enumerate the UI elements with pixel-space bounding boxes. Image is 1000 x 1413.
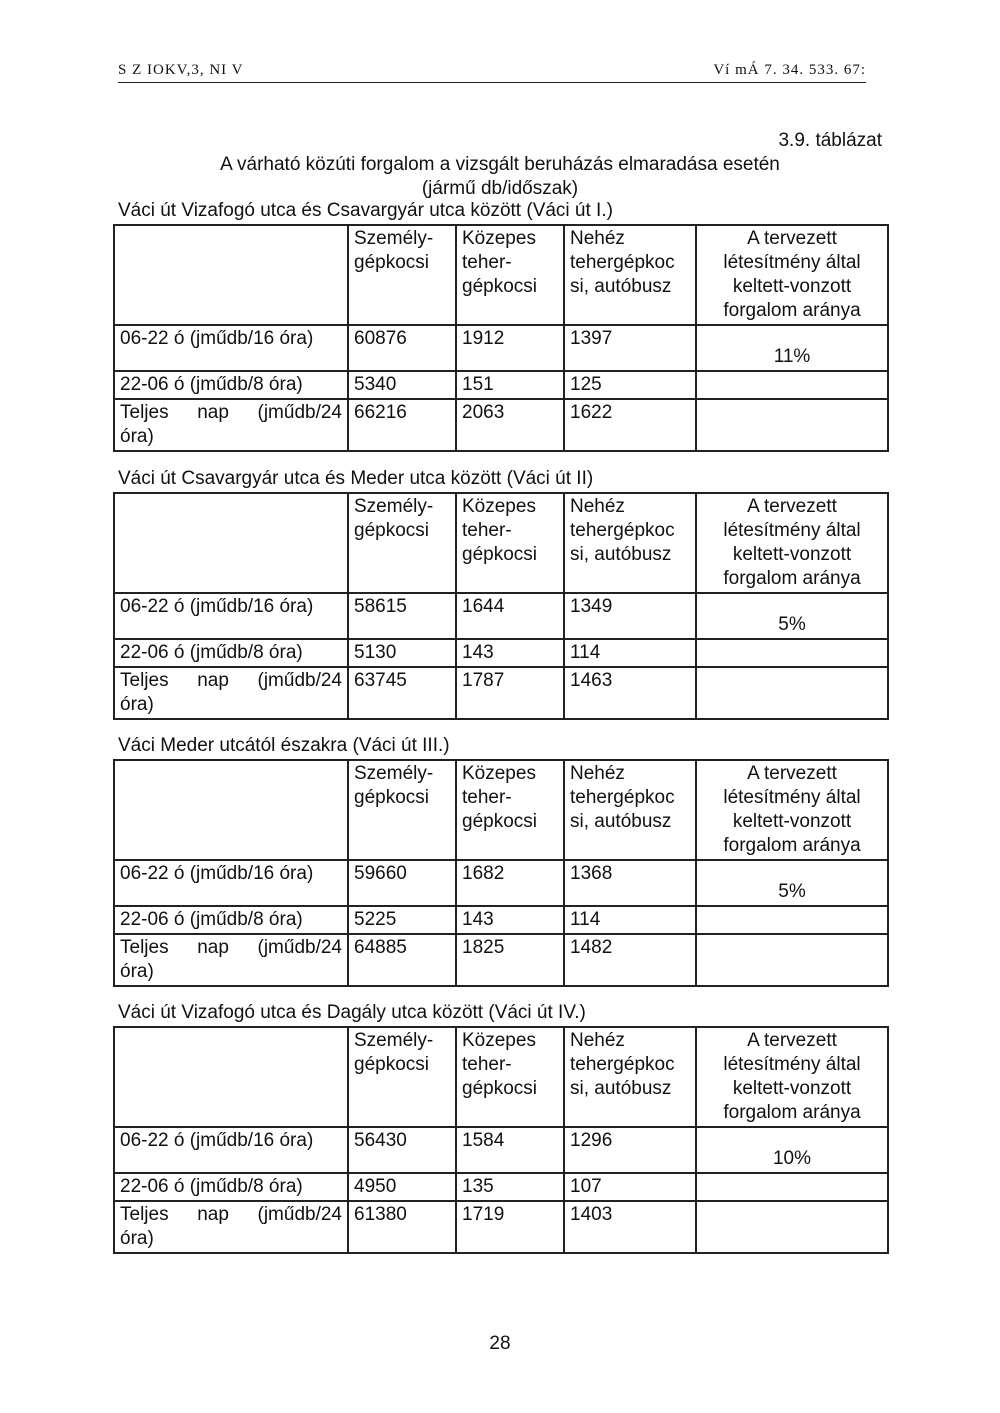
table-number: 3.9. táblázat (778, 130, 882, 151)
row-label-night: 22-06 ó (jműdb/8 óra) (114, 1173, 348, 1201)
traffic-table (113, 759, 889, 987)
column-header-line: tehergépkoc (570, 787, 675, 808)
column-header-line: teher- (462, 1054, 512, 1075)
table-header-row (114, 225, 888, 325)
column-header-line: Közepes (462, 228, 536, 249)
row-label-full-line1 (120, 669, 342, 693)
row-label-word: nap (197, 937, 229, 958)
column-header-line: teher- (462, 520, 512, 541)
table-row (114, 639, 888, 667)
column-header-line: Nehéz (570, 496, 625, 517)
row-label-full-line2: óra) (120, 426, 154, 447)
column-header-line: Közepes (462, 1030, 536, 1051)
value-cell: 1368 (564, 860, 696, 906)
table-row (114, 1127, 888, 1173)
header-left-text: S Z IOKV,3, NI V (118, 62, 244, 78)
column-header-line: gépkocsi (354, 787, 429, 808)
value-cell: 1622 (564, 399, 696, 451)
column-header-c3 (564, 493, 696, 593)
table-row (114, 1173, 888, 1201)
ratio-cell: 5% (696, 860, 888, 906)
row-label-night: 22-06 ó (jműdb/8 óra) (114, 639, 348, 667)
empty-cell (696, 371, 888, 399)
column-header-line: keltett-vonzott (732, 811, 852, 832)
row-label-word: nap (197, 402, 229, 423)
value-cell: 1825 (456, 934, 564, 986)
row-label-word: nap (197, 1204, 229, 1225)
column-header-line: Személy- (354, 496, 434, 517)
empty-cell (696, 667, 888, 719)
empty-cell (696, 1173, 888, 1201)
value-cell: 107 (564, 1173, 696, 1201)
column-header-line: gépkocsi (354, 520, 429, 541)
column-header-line: si, autóbusz (570, 544, 672, 565)
column-header-c3 (564, 225, 696, 325)
section-title: Váci út Vizafogó utca és Dagály utca között (Váci út IV.) (118, 1002, 586, 1023)
header-empty-cell (114, 1027, 348, 1127)
table-header-row (114, 760, 888, 860)
value-cell: 1482 (564, 934, 696, 986)
ratio-cell: 5% (696, 593, 888, 639)
header-empty-cell (114, 225, 348, 325)
table-row (114, 325, 888, 371)
column-header-line: A tervezett (747, 228, 837, 249)
column-header-line: gépkocsi (462, 1078, 537, 1099)
column-header-line: létesítmény által (723, 1054, 861, 1075)
row-label-word: (jműdb/24 (257, 1204, 342, 1225)
column-header-c2 (456, 493, 564, 593)
column-header-line: Személy- (354, 763, 434, 784)
row-label-word: (jműdb/24 (257, 402, 342, 423)
empty-cell (696, 399, 888, 451)
row-label-day: 06-22 ó (jműdb/16 óra) (114, 1127, 348, 1173)
title-line-2: (jármű db/időszak) (421, 178, 579, 199)
table-row (114, 934, 888, 986)
row-label-full (114, 1201, 348, 1253)
column-header-c2 (456, 225, 564, 325)
column-header-line: keltett-vonzott (732, 276, 852, 297)
column-header-line: Nehéz (570, 1030, 625, 1051)
column-header-c1 (348, 493, 456, 593)
column-header-line: tehergépkoc (570, 520, 675, 541)
row-label-word: Teljes (120, 670, 169, 691)
column-header-c3 (564, 1027, 696, 1127)
column-header-line: teher- (462, 787, 512, 808)
empty-cell (696, 1201, 888, 1253)
table-header-row (114, 1027, 888, 1127)
column-header-line: Közepes (462, 496, 536, 517)
value-cell: 5225 (348, 906, 456, 934)
value-cell: 143 (456, 639, 564, 667)
value-cell: 1912 (456, 325, 564, 371)
value-cell: 1463 (564, 667, 696, 719)
row-label-word: Teljes (120, 1204, 169, 1225)
row-label-word: (jműdb/24 (257, 937, 342, 958)
value-cell: 60876 (348, 325, 456, 371)
value-cell: 66216 (348, 399, 456, 451)
column-header-line: teher- (462, 252, 512, 273)
table-row (114, 371, 888, 399)
column-header-line: si, autóbusz (570, 276, 672, 297)
value-cell: 125 (564, 371, 696, 399)
table-row (114, 399, 888, 451)
title-line-1: A várható közúti forgalom a vizsgált beruházás elmaradása esetén (220, 154, 780, 175)
column-header-line: létesítmény által (723, 787, 861, 808)
column-header-line: forgalom aránya (723, 1102, 861, 1123)
column-header-line: gépkocsi (462, 811, 537, 832)
value-cell: 63745 (348, 667, 456, 719)
value-cell: 1644 (456, 593, 564, 639)
section-title: Váci Meder utcától északra (Váci út III.) (118, 735, 450, 756)
column-header-line: Személy- (354, 1030, 434, 1051)
row-label-full (114, 399, 348, 451)
column-header-c4 (696, 493, 888, 593)
table-header-row (114, 493, 888, 593)
table-row (114, 1201, 888, 1253)
row-label-full (114, 667, 348, 719)
value-cell: 1719 (456, 1201, 564, 1253)
value-cell: 1397 (564, 325, 696, 371)
empty-cell (696, 906, 888, 934)
empty-cell (696, 934, 888, 986)
column-header-line: forgalom aránya (723, 300, 861, 321)
row-label-word: (jműdb/24 (257, 670, 342, 691)
table-row (114, 667, 888, 719)
column-header-line: Nehéz (570, 228, 625, 249)
value-cell: 1584 (456, 1127, 564, 1173)
value-cell: 58615 (348, 593, 456, 639)
row-label-full-line2: óra) (120, 1228, 154, 1249)
page-number: 28 (489, 1333, 511, 1354)
table-row (114, 593, 888, 639)
section-title: Váci út Csavargyár utca és Meder utca között (Váci út II) (118, 468, 594, 489)
column-header-line: A tervezett (747, 496, 837, 517)
column-header-line: forgalom aránya (723, 568, 861, 589)
document-title (0, 153, 1000, 201)
row-label-word: Teljes (120, 937, 169, 958)
column-header-line: gépkocsi (354, 1054, 429, 1075)
column-header-line: keltett-vonzott (732, 1078, 852, 1099)
column-header-line: si, autóbusz (570, 811, 672, 832)
column-header-line: si, autóbusz (570, 1078, 672, 1099)
column-header-line: A tervezett (747, 763, 837, 784)
value-cell: 114 (564, 906, 696, 934)
value-cell: 135 (456, 1173, 564, 1201)
traffic-table (113, 492, 889, 720)
column-header-c3 (564, 760, 696, 860)
column-header-line: létesítmény által (723, 520, 861, 541)
value-cell: 1682 (456, 860, 564, 906)
column-header-line: Nehéz (570, 763, 625, 784)
column-header-c4 (696, 1027, 888, 1127)
value-cell: 4950 (348, 1173, 456, 1201)
table-row (114, 906, 888, 934)
row-label-full-line1 (120, 401, 342, 425)
row-label-day: 06-22 ó (jműdb/16 óra) (114, 860, 348, 906)
column-header-line: gépkocsi (462, 544, 537, 565)
value-cell: 59660 (348, 860, 456, 906)
row-label-word: nap (197, 670, 229, 691)
value-cell: 5340 (348, 371, 456, 399)
value-cell: 151 (456, 371, 564, 399)
column-header-line: gépkocsi (354, 252, 429, 273)
section-title: Váci út Vizafogó utca és Csavargyár utca között (Váci út I.) (118, 200, 613, 221)
ratio-cell: 11% (696, 325, 888, 371)
row-label-word: Teljes (120, 402, 169, 423)
column-header-c4 (696, 225, 888, 325)
row-label-night: 22-06 ó (jműdb/8 óra) (114, 906, 348, 934)
column-header-c1 (348, 225, 456, 325)
value-cell: 1403 (564, 1201, 696, 1253)
empty-cell (696, 639, 888, 667)
column-header-line: Személy- (354, 228, 434, 249)
column-header-c2 (456, 1027, 564, 1127)
column-header-line: keltett-vonzott (732, 544, 852, 565)
page-header (118, 62, 866, 83)
header-empty-cell (114, 760, 348, 860)
value-cell: 64885 (348, 934, 456, 986)
value-cell: 1296 (564, 1127, 696, 1173)
column-header-c2 (456, 760, 564, 860)
column-header-c1 (348, 1027, 456, 1127)
column-header-line: tehergépkoc (570, 252, 675, 273)
traffic-table (113, 224, 889, 452)
value-cell: 114 (564, 639, 696, 667)
table-row (114, 860, 888, 906)
row-label-day: 06-22 ó (jműdb/16 óra) (114, 325, 348, 371)
row-label-full-line2: óra) (120, 961, 154, 982)
row-label-night: 22-06 ó (jműdb/8 óra) (114, 371, 348, 399)
row-label-full-line1 (120, 1203, 342, 1227)
traffic-table (113, 1026, 889, 1254)
column-header-c4 (696, 760, 888, 860)
value-cell: 56430 (348, 1127, 456, 1173)
column-header-line: forgalom aránya (723, 835, 861, 856)
value-cell: 61380 (348, 1201, 456, 1253)
column-header-line: A tervezett (747, 1030, 837, 1051)
value-cell: 1349 (564, 593, 696, 639)
header-empty-cell (114, 493, 348, 593)
row-label-full (114, 934, 348, 986)
row-label-day: 06-22 ó (jműdb/16 óra) (114, 593, 348, 639)
column-header-line: gépkocsi (462, 276, 537, 297)
value-cell: 1787 (456, 667, 564, 719)
column-header-line: tehergépkoc (570, 1054, 675, 1075)
row-label-full-line1 (120, 936, 342, 960)
column-header-line: Közepes (462, 763, 536, 784)
row-label-full-line2: óra) (120, 694, 154, 715)
value-cell: 143 (456, 906, 564, 934)
column-header-line: létesítmény által (723, 252, 861, 273)
value-cell: 5130 (348, 639, 456, 667)
ratio-cell: 10% (696, 1127, 888, 1173)
value-cell: 2063 (456, 399, 564, 451)
header-right-text: Ví mÁ 7. 34. 533. 67: (713, 62, 866, 78)
column-header-c1 (348, 760, 456, 860)
